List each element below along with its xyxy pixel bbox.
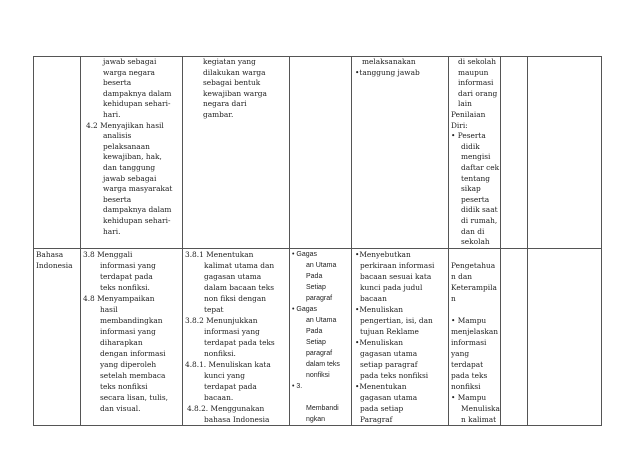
cell-text-line: paragraf (306, 294, 333, 302)
cell-material (290, 57, 352, 249)
cell-source (528, 248, 602, 425)
cell-text-line: maupun (458, 67, 489, 77)
cell-text-line: mengisi (461, 152, 491, 162)
cell-text-line: yang (451, 348, 470, 358)
cell-text-line: negara dari (203, 99, 247, 109)
cell-text-line: warga negara (103, 67, 155, 77)
cell-text-line: kalimat utama dan (204, 260, 275, 270)
cell-text-line: di sekolah (458, 57, 497, 66)
cell-text-line: an Utama (306, 261, 337, 269)
cell-competency (81, 248, 183, 425)
cell-time (501, 57, 528, 249)
cell-text-line: dari orang (458, 88, 498, 98)
table-row-continued (34, 57, 602, 249)
cell-text-line: n (451, 293, 456, 303)
cell-text-line: 4.2 Menyajikan hasil (86, 120, 164, 130)
cell-text-line: •Menuliskan (355, 304, 403, 314)
cell-text-line: membandingkan (100, 315, 163, 325)
cell-text-line: nonfiksi (306, 371, 330, 379)
cell-text-line: pada teks (451, 370, 488, 380)
cell-text-line: gambar. (203, 109, 234, 119)
cell-text-line: kehidupan sehari- (103, 99, 171, 109)
cell-text-line: setelah membaca (100, 370, 166, 380)
cell-text-line: paragraf (306, 349, 333, 357)
cell-text-line: Paragraf (360, 414, 393, 424)
cell-text-line: kehidupan sehari- (103, 215, 171, 225)
cell-text-line: Setiap (306, 283, 326, 291)
cell-text-line: • Gagas (292, 250, 318, 258)
cell-indicator (183, 248, 290, 425)
cell-text-line: •Menuliskan (355, 337, 403, 347)
cell-time (501, 248, 528, 425)
cell-text-line (449, 249, 500, 260)
cell-text-line: Penilaian (451, 109, 486, 119)
cell-text-line: Pada (306, 327, 323, 335)
cell-text-line: sekolah (461, 237, 490, 247)
cell-text-line: Membandi (306, 404, 339, 412)
cell-text-line: tepat (204, 304, 224, 314)
cell-text-line: • Mampu (451, 392, 487, 402)
cell-text-line: dengan informasi (100, 348, 166, 358)
cell-text-line: 4.8.2. Menggunakan (187, 403, 265, 413)
cell-learning-activity (352, 248, 449, 425)
cell-text-line: yang diperoleh (100, 359, 157, 369)
cell-text-line: kewajiban warga (203, 88, 267, 98)
cell-text-line: nonfiksi (451, 381, 481, 391)
cell-text-line: didik (461, 141, 480, 151)
cell-text-line: •tanggung jawab (355, 67, 420, 77)
cell-text-line: bacaan (360, 293, 387, 303)
cell-text-line: n kalimat (461, 414, 497, 424)
cell-text-line: dan visual. (100, 403, 141, 413)
cell-text-line: pada teks nonfiksi (360, 370, 429, 380)
cell-text-line: pelaksanaan (103, 141, 150, 151)
cell-learning-activity (352, 57, 449, 249)
cell-text-line: kegiatan yang (203, 57, 256, 66)
cell-assessment (449, 248, 501, 425)
cell-text-line: Pengetahua (451, 260, 496, 270)
cell-text-line: Indonesia (36, 260, 73, 270)
cell-subject (34, 248, 81, 425)
cell-text-line: dilakukan warga (203, 67, 266, 77)
cell-text-line: sebagai bentuk (203, 78, 261, 88)
cell-subject (34, 57, 81, 249)
cell-text-line: 4.8 Menyampaikan (83, 293, 155, 303)
syllabus-table (33, 56, 602, 426)
cell-text-line: 4.8.1. Menuliskan kata (185, 359, 271, 369)
cell-text-line: perkiraan informasi (360, 260, 435, 270)
cell-text-line: teks nonfiksi. (100, 282, 150, 292)
cell-text-line: • 3. (292, 382, 303, 390)
cell-text-line: teks nonfiksi (100, 381, 148, 391)
cell-text-line: n dan (451, 271, 473, 281)
cell-text-line: • Gagas (292, 305, 318, 313)
cell-text-line: kewajiban, hak, (103, 152, 162, 162)
cell-competency (81, 57, 183, 249)
cell-text-line: dan di (461, 226, 485, 236)
cell-text-line: diharapkan (100, 337, 143, 347)
cell-text-line: setiap paragraf (360, 359, 418, 369)
cell-text-line: bacaan. (204, 392, 234, 402)
cell-text-line: informasi yang (204, 326, 260, 336)
cell-text-line: melaksanakan (362, 57, 416, 66)
cell-text-line: 3.8.2 Menunjukkan (185, 315, 258, 325)
cell-text-line: Pada (306, 272, 323, 280)
cell-text-line: beserta (103, 78, 132, 88)
cell-text-line (290, 392, 351, 403)
cell-text-line: daftar cek (461, 162, 500, 172)
cell-text-line: • Peserta (451, 131, 486, 141)
cell-material (290, 248, 352, 425)
cell-text-line: •Menentukan (355, 381, 407, 391)
cell-text-line: jawab sebagai (103, 57, 157, 66)
cell-text-line: pada setiap (360, 403, 404, 413)
cell-source (528, 57, 602, 249)
cell-text-line: tujuan Reklame (360, 326, 419, 336)
cell-text-line: sikap (461, 184, 481, 194)
cell-text-line: peserta (461, 194, 490, 204)
cell-text-line: di rumah, (461, 215, 498, 225)
cell-text-line: •Menyebutkan (355, 249, 411, 259)
cell-text-line: dan tanggung (103, 162, 156, 172)
cell-text-line: • Mampu (451, 315, 487, 325)
cell-text-line: Setiap (306, 338, 326, 346)
cell-text-line: bacaan sesuai kata (360, 271, 432, 281)
cell-text-line: nonfiksi. (204, 348, 236, 358)
cell-text-line: menjelaskan (451, 326, 499, 336)
cell-text-line: kunci pada judul (360, 282, 423, 292)
cell-indicator (183, 57, 290, 249)
cell-text-line: dampaknya dalam (103, 88, 172, 98)
cell-text-line: terdapat (451, 359, 484, 369)
cell-text-line: hari. (103, 109, 121, 119)
table-row-bahasa-indonesia (34, 248, 602, 425)
cell-text-line: dampaknya dalam (103, 205, 172, 215)
cell-text-line: hari. (103, 226, 121, 236)
cell-text-line: Menuliska (461, 403, 500, 413)
cell-text-line: terdapat pada (100, 271, 153, 281)
cell-text-line: hasil (100, 304, 118, 314)
cell-text-line: dalam teks (306, 360, 340, 368)
cell-text-line: informasi (451, 337, 487, 347)
cell-text-line: pengertian, isi, dan (360, 315, 433, 325)
cell-text-line: analisis (103, 131, 132, 141)
cell-text-line: gagasan utama (360, 392, 418, 402)
cell-text-line: informasi yang (100, 326, 156, 336)
cell-text-line: informasi (458, 78, 494, 88)
cell-text-line: terdapat pada (204, 381, 257, 391)
cell-text-line: jawab sebagai (103, 173, 157, 183)
cell-text-line: non fiksi dengan (204, 293, 266, 303)
cell-text-line: ngkan (306, 415, 326, 423)
cell-text-line: kunci yang (204, 370, 245, 380)
cell-text-line: beserta (103, 194, 132, 204)
cell-text-line: dalam bacaan teks (204, 282, 275, 292)
cell-text-line: didik saat (461, 205, 498, 215)
cell-text-line: secara lisan, tulis, (100, 392, 168, 402)
cell-text-line: gagasan utama (204, 271, 262, 281)
cell-text-line: tentang (461, 173, 490, 183)
cell-text-line (449, 304, 500, 315)
cell-text-line: informasi yang (100, 260, 156, 270)
cell-text-line: an Utama (306, 316, 337, 324)
cell-text-line: 3.8.1 Menentukan (185, 249, 254, 259)
cell-text-line: Bahasa (36, 249, 64, 259)
cell-text-line: lain (458, 99, 472, 109)
cell-text-line: Keterampila (451, 282, 497, 292)
cell-text-line: terdapat pada teks (204, 337, 275, 347)
cell-text-line: 3.8 Menggali (83, 249, 133, 259)
cell-text-line: warga masyarakat (103, 184, 173, 194)
cell-text-line: gagasan utama (360, 348, 418, 358)
cell-text-line: bahasa Indonesia (204, 414, 270, 424)
cell-assessment (449, 57, 501, 249)
cell-text-line: Diri: (451, 120, 468, 130)
